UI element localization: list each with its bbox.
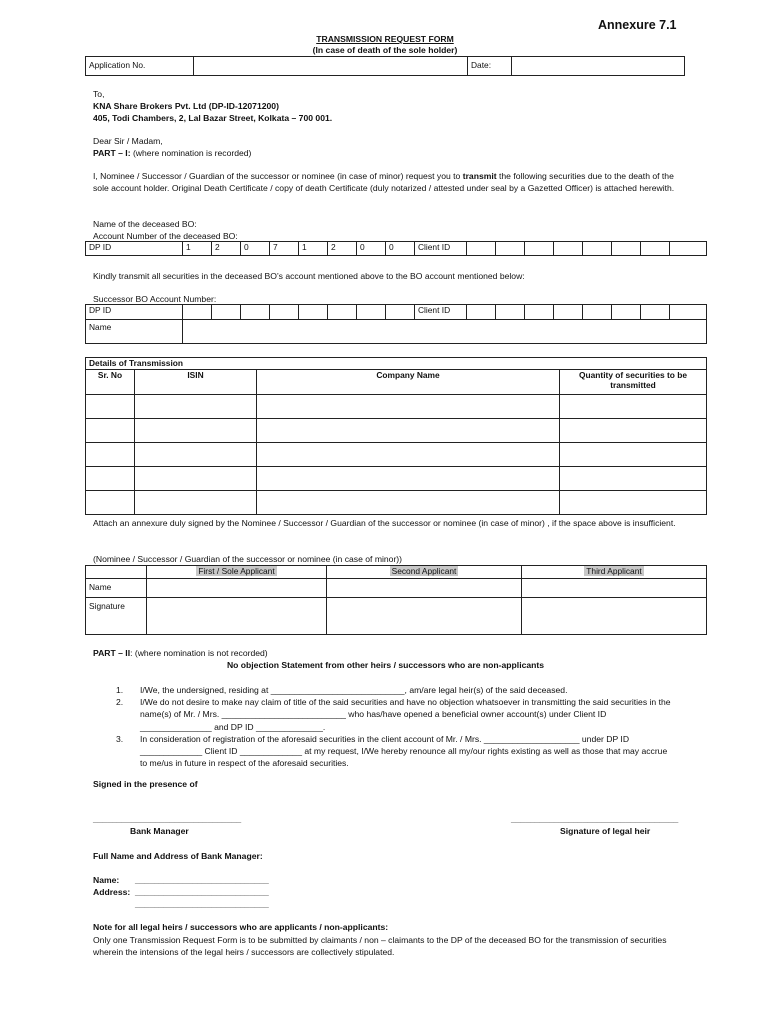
deceased-dp-id-label: DP ID <box>86 242 183 256</box>
client-id-box[interactable] <box>467 305 496 320</box>
form-subtitle: (In case of death of the sole holder) <box>312 45 458 55</box>
dp-digit: 0 <box>357 242 386 256</box>
header-third-applicant <box>522 566 707 579</box>
address-line-2 <box>93 898 269 910</box>
successor-dp-id-label: DP ID <box>86 305 183 320</box>
intro-pre: I, Nominee / Successor / Guardian of the successor or nominee (in case of minor) request you to <box>93 171 463 181</box>
header-company-name: Company Name <box>257 370 560 395</box>
table-row <box>86 419 707 443</box>
footer-note-text: Only one Transmission Request Form is to be submitted by claimants / non – claimants to the DP of the deceased BO for the transmission of securities wherein the intensions of the legal heirs / successors are collectively stipulated. <box>93 935 667 958</box>
bank-manager-fields <box>93 874 269 911</box>
client-id-box[interactable] <box>583 305 612 320</box>
cell[interactable] <box>86 419 135 443</box>
cell[interactable] <box>257 443 560 467</box>
third-applicant-label: Third Applicant <box>586 566 642 576</box>
cell[interactable] <box>135 467 257 491</box>
list-number: 2. <box>116 697 124 708</box>
successor-name-label: Name <box>86 320 183 344</box>
part2-list <box>116 684 676 769</box>
address-block <box>93 88 332 125</box>
client-id-box[interactable] <box>496 305 525 320</box>
deceased-labels <box>93 218 238 242</box>
transmission-table <box>85 357 707 515</box>
cell[interactable] <box>257 419 560 443</box>
dp-digit: 7 <box>270 242 299 256</box>
part2-line <box>93 648 268 658</box>
deceased-account-table <box>85 241 707 256</box>
address-field-2[interactable]: ____________________________ <box>135 899 269 910</box>
salutation: Dear Sir / Madam, <box>93 136 163 146</box>
dp-id-box[interactable] <box>328 305 357 320</box>
dp-digit: 0 <box>241 242 270 256</box>
header-isin: ISIN <box>135 370 257 395</box>
address-company: KNA Share Brokers Pvt. Ltd (DP-ID-12071200) <box>93 101 279 112</box>
client-id-box[interactable] <box>467 242 496 256</box>
address-line <box>93 886 269 898</box>
header-sr-no: Sr. No <box>86 370 135 395</box>
legal-heir-sign-line[interactable]: ___________________________________ <box>511 814 679 824</box>
name-line <box>93 874 269 886</box>
client-id-box[interactable] <box>670 305 707 320</box>
list-number: 1. <box>116 685 124 695</box>
cell[interactable] <box>86 395 135 419</box>
address-to: To, <box>93 89 105 99</box>
transmission-table-title: Details of Transmission <box>86 358 707 370</box>
list-item-text: In consideration of registration of the aforesaid securities in the client account of Mr. / Mrs. ____________________ under DP ID _____________ Client ID _____________ at my request, I/We hereby renounce all my/our rights existing as well as those that may accrue to me/us in future in respect of the aforesaid securities. <box>140 733 668 769</box>
address-label: Address: <box>93 887 131 898</box>
name-label: Name: <box>93 875 120 885</box>
applicant-name-field[interactable] <box>327 579 522 598</box>
table-row <box>86 467 707 491</box>
applicants-table <box>85 565 707 635</box>
client-id-box[interactable] <box>641 305 670 320</box>
cell[interactable] <box>135 395 257 419</box>
applicant-signature-field[interactable] <box>327 598 522 635</box>
list-number: 3. <box>116 733 124 744</box>
applicant-signature-label: Signature <box>86 598 147 635</box>
table-row <box>86 491 707 515</box>
successor-client-id-label: Client ID <box>415 305 467 320</box>
annexure-note: Attach an annexure duly signed by the Nominee / Successor / Guardian of the successor or nominee (in case of minor) , if the space above is insufficient. <box>93 518 676 528</box>
bank-manager-heading: Full Name and Address of Bank Manager: <box>93 851 263 861</box>
applicant-name-label: Name <box>86 579 147 598</box>
cell[interactable] <box>86 443 135 467</box>
salutation-block <box>93 135 251 159</box>
applicant-signature-field[interactable] <box>522 598 707 635</box>
dp-digit: 1 <box>183 242 212 256</box>
deceased-account-label: Account Number of the deceased BO: <box>93 231 238 242</box>
client-id-box[interactable] <box>554 242 583 256</box>
successor-account-table <box>85 304 707 344</box>
application-no-field[interactable] <box>194 57 468 76</box>
dp-digit: 2 <box>328 242 357 256</box>
applicants-caption: (Nominee / Successor / Guardian of the successor or nominee (in case of minor)) <box>93 554 403 564</box>
client-id-box[interactable] <box>525 242 554 256</box>
client-id-box[interactable] <box>612 242 641 256</box>
footer-note-heading: Note for all legal heirs / successors who are applicants / non-applicants: <box>93 922 389 932</box>
name-field[interactable]: ____________________________ <box>135 875 269 885</box>
part1-note: (where nomination is recorded) <box>130 148 252 159</box>
list-item-text: I/We do not desire to make nay claim of title of the said securities and have no objection whatsoever in transmitting the said securities in the name(s) of Mr. / Mrs. __________________________ who has/have opened a beneficial owner account(s) under Client ID _______________ and DP ID ______________. <box>140 697 671 732</box>
client-id-box[interactable] <box>641 242 670 256</box>
intro-paragraph <box>93 170 678 194</box>
header-first-applicant <box>147 566 327 579</box>
date-field[interactable] <box>512 57 685 76</box>
cell[interactable] <box>257 467 560 491</box>
intro-bold: transmit <box>462 171 497 181</box>
header-second-applicant <box>327 566 522 579</box>
transmit-text: Kindly transmit all securities in the deceased BO’s account mentioned above to the BO account mentioned below: <box>93 271 525 281</box>
deceased-name-label: Name of the deceased BO: <box>93 219 197 229</box>
intro-post: the following securities due to the death of the sole account holder. Original Death Certificate / copy of death Certificate (duly notarized / attested under seal by a Gazetted Officer) is attached herewith. <box>93 171 675 194</box>
client-id-box[interactable] <box>525 305 554 320</box>
list-item <box>116 684 676 696</box>
cell[interactable] <box>135 491 257 515</box>
dp-id-box[interactable] <box>212 305 241 320</box>
successor-account-label: Successor BO Account Number: <box>93 294 217 304</box>
dp-id-box[interactable] <box>357 305 386 320</box>
dp-id-box[interactable] <box>386 305 415 320</box>
dp-id-box[interactable] <box>241 305 270 320</box>
bank-manager-sign-line[interactable]: _______________________________ <box>93 814 242 824</box>
cell[interactable] <box>86 491 135 515</box>
list-item-text: I/We, the undersigned, residing at ____________________________, am/are legal heir(s) of the said deceased. <box>140 685 568 695</box>
dp-id-box[interactable] <box>299 305 328 320</box>
dp-id-box[interactable] <box>270 305 299 320</box>
application-no-label: Application No. <box>86 57 194 76</box>
table-row <box>86 395 707 419</box>
applicant-name-field[interactable] <box>522 579 707 598</box>
header-quantity: Quantity of securities to be transmitted <box>560 370 707 395</box>
client-id-box[interactable] <box>583 242 612 256</box>
cell[interactable] <box>257 491 560 515</box>
annexure-label: Annexure 7.1 <box>598 18 677 32</box>
cell[interactable] <box>135 443 257 467</box>
second-applicant-label: Second Applicant <box>391 566 457 576</box>
cell[interactable] <box>257 395 560 419</box>
dp-digit: 1 <box>299 242 328 256</box>
list-item <box>116 696 676 733</box>
part2-note: : (where nomination is not recorded) <box>130 648 268 658</box>
cell[interactable] <box>560 443 707 467</box>
deceased-client-id-label: Client ID <box>415 242 467 256</box>
dp-id-box[interactable] <box>183 305 212 320</box>
application-row <box>85 56 685 76</box>
cell[interactable] <box>135 419 257 443</box>
cell[interactable] <box>560 491 707 515</box>
part2-heading: No objection Statement from other heirs / successors who are non-applicants <box>226 660 545 670</box>
part1-label: PART – I: <box>93 148 131 159</box>
client-id-box[interactable] <box>496 242 525 256</box>
address-field[interactable]: ____________________________ <box>135 887 269 898</box>
applicant-signature-field[interactable] <box>147 598 327 635</box>
client-id-box[interactable] <box>554 305 583 320</box>
table-row <box>86 443 707 467</box>
applicant-name-field[interactable] <box>147 579 327 598</box>
address-street: 405, Todi Chambers, 2, Lal Bazar Street, Kolkata – 700 001. <box>93 113 333 124</box>
form-title: TRANSMISSION REQUEST FORM <box>316 34 454 44</box>
first-applicant-label: First / Sole Applicant <box>198 566 275 576</box>
cell[interactable] <box>560 467 707 491</box>
successor-name-field[interactable] <box>183 320 707 344</box>
legal-heir-label: Signature of legal heir <box>560 826 651 836</box>
dp-digit: 2 <box>212 242 241 256</box>
part1-line <box>93 147 251 159</box>
date-label: Date: <box>468 57 512 76</box>
signed-presence: Signed in the presence of <box>93 779 198 789</box>
cell[interactable] <box>560 395 707 419</box>
client-id-box[interactable] <box>670 242 707 256</box>
cell[interactable] <box>560 419 707 443</box>
cell[interactable] <box>86 467 135 491</box>
applicants-corner <box>86 566 147 579</box>
part2-label: PART – II <box>93 648 131 658</box>
client-id-box[interactable] <box>612 305 641 320</box>
list-item <box>116 733 676 770</box>
dp-digit: 0 <box>386 242 415 256</box>
bank-manager-label: Bank Manager <box>130 826 189 836</box>
